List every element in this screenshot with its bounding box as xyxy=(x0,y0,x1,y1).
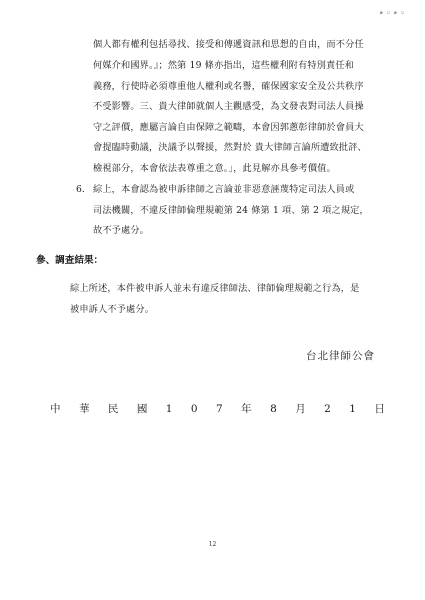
date-char: 1 xyxy=(349,403,356,415)
document-date xyxy=(50,403,385,415)
paragraph-line: 綜上所述，本件被申訴人並未有違反律師法、律師倫理規範之行為，是 xyxy=(70,283,360,294)
paragraph-line: 義務，行使時必須尊重他人權利或名譽，確保國家安全及公共秩序 xyxy=(93,81,364,92)
section-heading: 參、調查結果： xyxy=(36,255,104,266)
page-number: 12 xyxy=(208,541,217,548)
paragraph-line: 司法機關，不違反律師倫理規範第 24 條第 1 項、第 2 項之規定， xyxy=(93,205,369,216)
date-char: 日 xyxy=(374,403,385,415)
paragraph-line: 故不予處分。 xyxy=(93,225,150,236)
date-char: 年 xyxy=(241,403,252,415)
date-char: 中 xyxy=(50,403,61,415)
corner-scan-mark: ▪ ▫ ▪ ▫ xyxy=(379,10,405,16)
date-char: 民 xyxy=(107,403,119,415)
item-number: 6. xyxy=(76,184,85,195)
paragraph-line: 何媒介和國界。』；然第 19 條亦指出，這些權利附有特別責任和 xyxy=(93,60,355,71)
date-char: 0 xyxy=(190,403,198,415)
issuer-signature: 台北律師公會 xyxy=(306,350,375,362)
date-char: 2 xyxy=(324,403,331,415)
paragraph-line: 會提臨時動議，決議予以聲援，然對於 貴大律師言論所遭致批評、 xyxy=(93,142,367,153)
date-char: 月 xyxy=(295,403,306,415)
paragraph-line: 綜上，本會認為被申訴律師之言論並非惡意誣蔑特定司法人員或 xyxy=(93,184,355,195)
paragraph-line: 檢視部分，本會依法表尊重之意。」，此見解亦具參考價值。 xyxy=(93,163,336,174)
date-char: 華 xyxy=(78,403,90,415)
paragraph-line: 守之評價，應屬言論自由保障之範疇，本會因郭蔥彰律師於會員大 xyxy=(93,122,364,133)
date-char: 8 xyxy=(270,403,277,415)
date-char: 7 xyxy=(216,403,223,415)
paragraph-line: 被申訴人不予處分。 xyxy=(70,304,155,315)
paragraph-line: 不受影響。三、貴大律師就個人主觀感受，為文發表對司法人員操 xyxy=(93,101,364,112)
date-char: 國 xyxy=(136,403,148,415)
paragraph-line: 個人都有權利包括尋找、接受和傳遞資訊和思想的自由，而不分任 xyxy=(93,39,364,50)
date-char: 1 xyxy=(165,403,173,415)
